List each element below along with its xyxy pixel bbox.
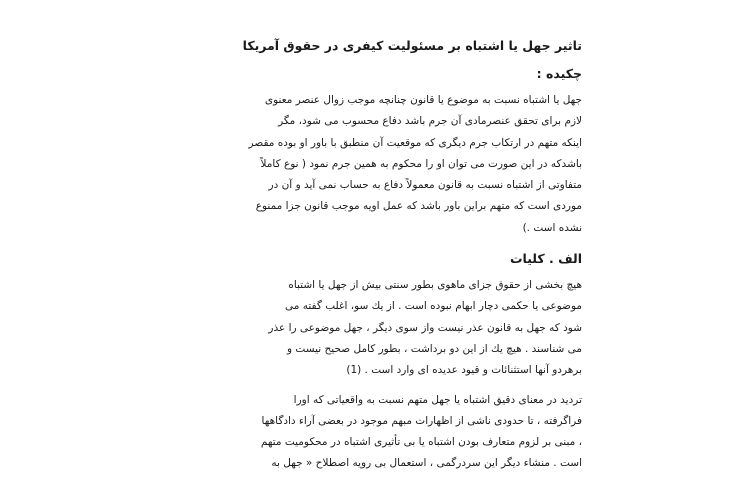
abstract-line: نشده است .) [522, 221, 582, 234]
abstract-line: متفاوتی از اشتباه نسبت به قانون معمولاً دفاع به حساب نمی آید و آن در [268, 179, 582, 192]
abstract-line: لازم برای تحقق عنصرمادی آن جرم باشد دفاع محسوب می شود، مگر [278, 115, 582, 128]
paragraph-line: فراگرفته ، تا حدودی ناشی از اظهارات مبهم موجود در بعضی آراء دادگاهها [261, 414, 582, 427]
section-a-heading: الف . کلیات [509, 251, 582, 267]
paragraph-line: هیچ بخشی از حقوق جزای ماهوی بطور سنتی بیش از جهل یا اشتباه [288, 279, 582, 292]
paragraph-line: می شناسند . هیچ یك از این دو برداشت ، بطور کامل صحیح نیست و [287, 342, 582, 355]
paragraph-line: موضوعی یا حکمی دچار ابهام نبوده است . از یك سو، اغلب گفته می [285, 300, 582, 313]
document-body [190, 36, 582, 483]
paragraph-line: شود که جهل به قانون عذر نیست واز سوی دیگر ، جهل موضوعی را عذر [268, 321, 582, 334]
abstract-paragraph [190, 90, 582, 239]
paragraph-line: برهردو آنها استثنائات و قیود عدیده ای وارد است . (1) [346, 364, 582, 377]
section-a-paragraph-1 [190, 275, 582, 381]
abstract-line: باشدکه در این صورت می توان او را محکوم به همین جرم نمود ( نوع کاملاً [260, 157, 582, 170]
abstract-line: جهل یا اشتباه نسبت به موضوع یا قانون چنانچه موجب زوال عنصر معنوی [264, 94, 582, 106]
abstract-heading: چکیده : [536, 66, 582, 81]
document-title: تاثیر جهل یا اشتباه بر مسئولیت کیفری در حقوق آمریکا [242, 38, 582, 53]
paragraph-line: ، مبنی بر لزوم متعارف بودن اشتباه یا بی تأثیری اشتباه در محکومیت متهم [260, 436, 582, 449]
abstract-line: اینکه متهم در ارتکاب جرم دیگری که موقعیت آن منطبق با باور او بوده مقصر [248, 136, 582, 149]
paragraph-line: است . منشاء دیگر این سردرگمی ، استعمال بی رویه اصطلاح « جهل به [271, 457, 582, 470]
abstract-line: موردی است که متهم براین باور باشد که عمل اویه موجب قانون جزا ممنوع [255, 200, 582, 213]
section-a-paragraph-2 [190, 390, 582, 475]
paragraph-line: تردید در معنای دقیق اشتباه یا جهل متهم نسبت به واقعیاتی که اورا [293, 393, 582, 406]
